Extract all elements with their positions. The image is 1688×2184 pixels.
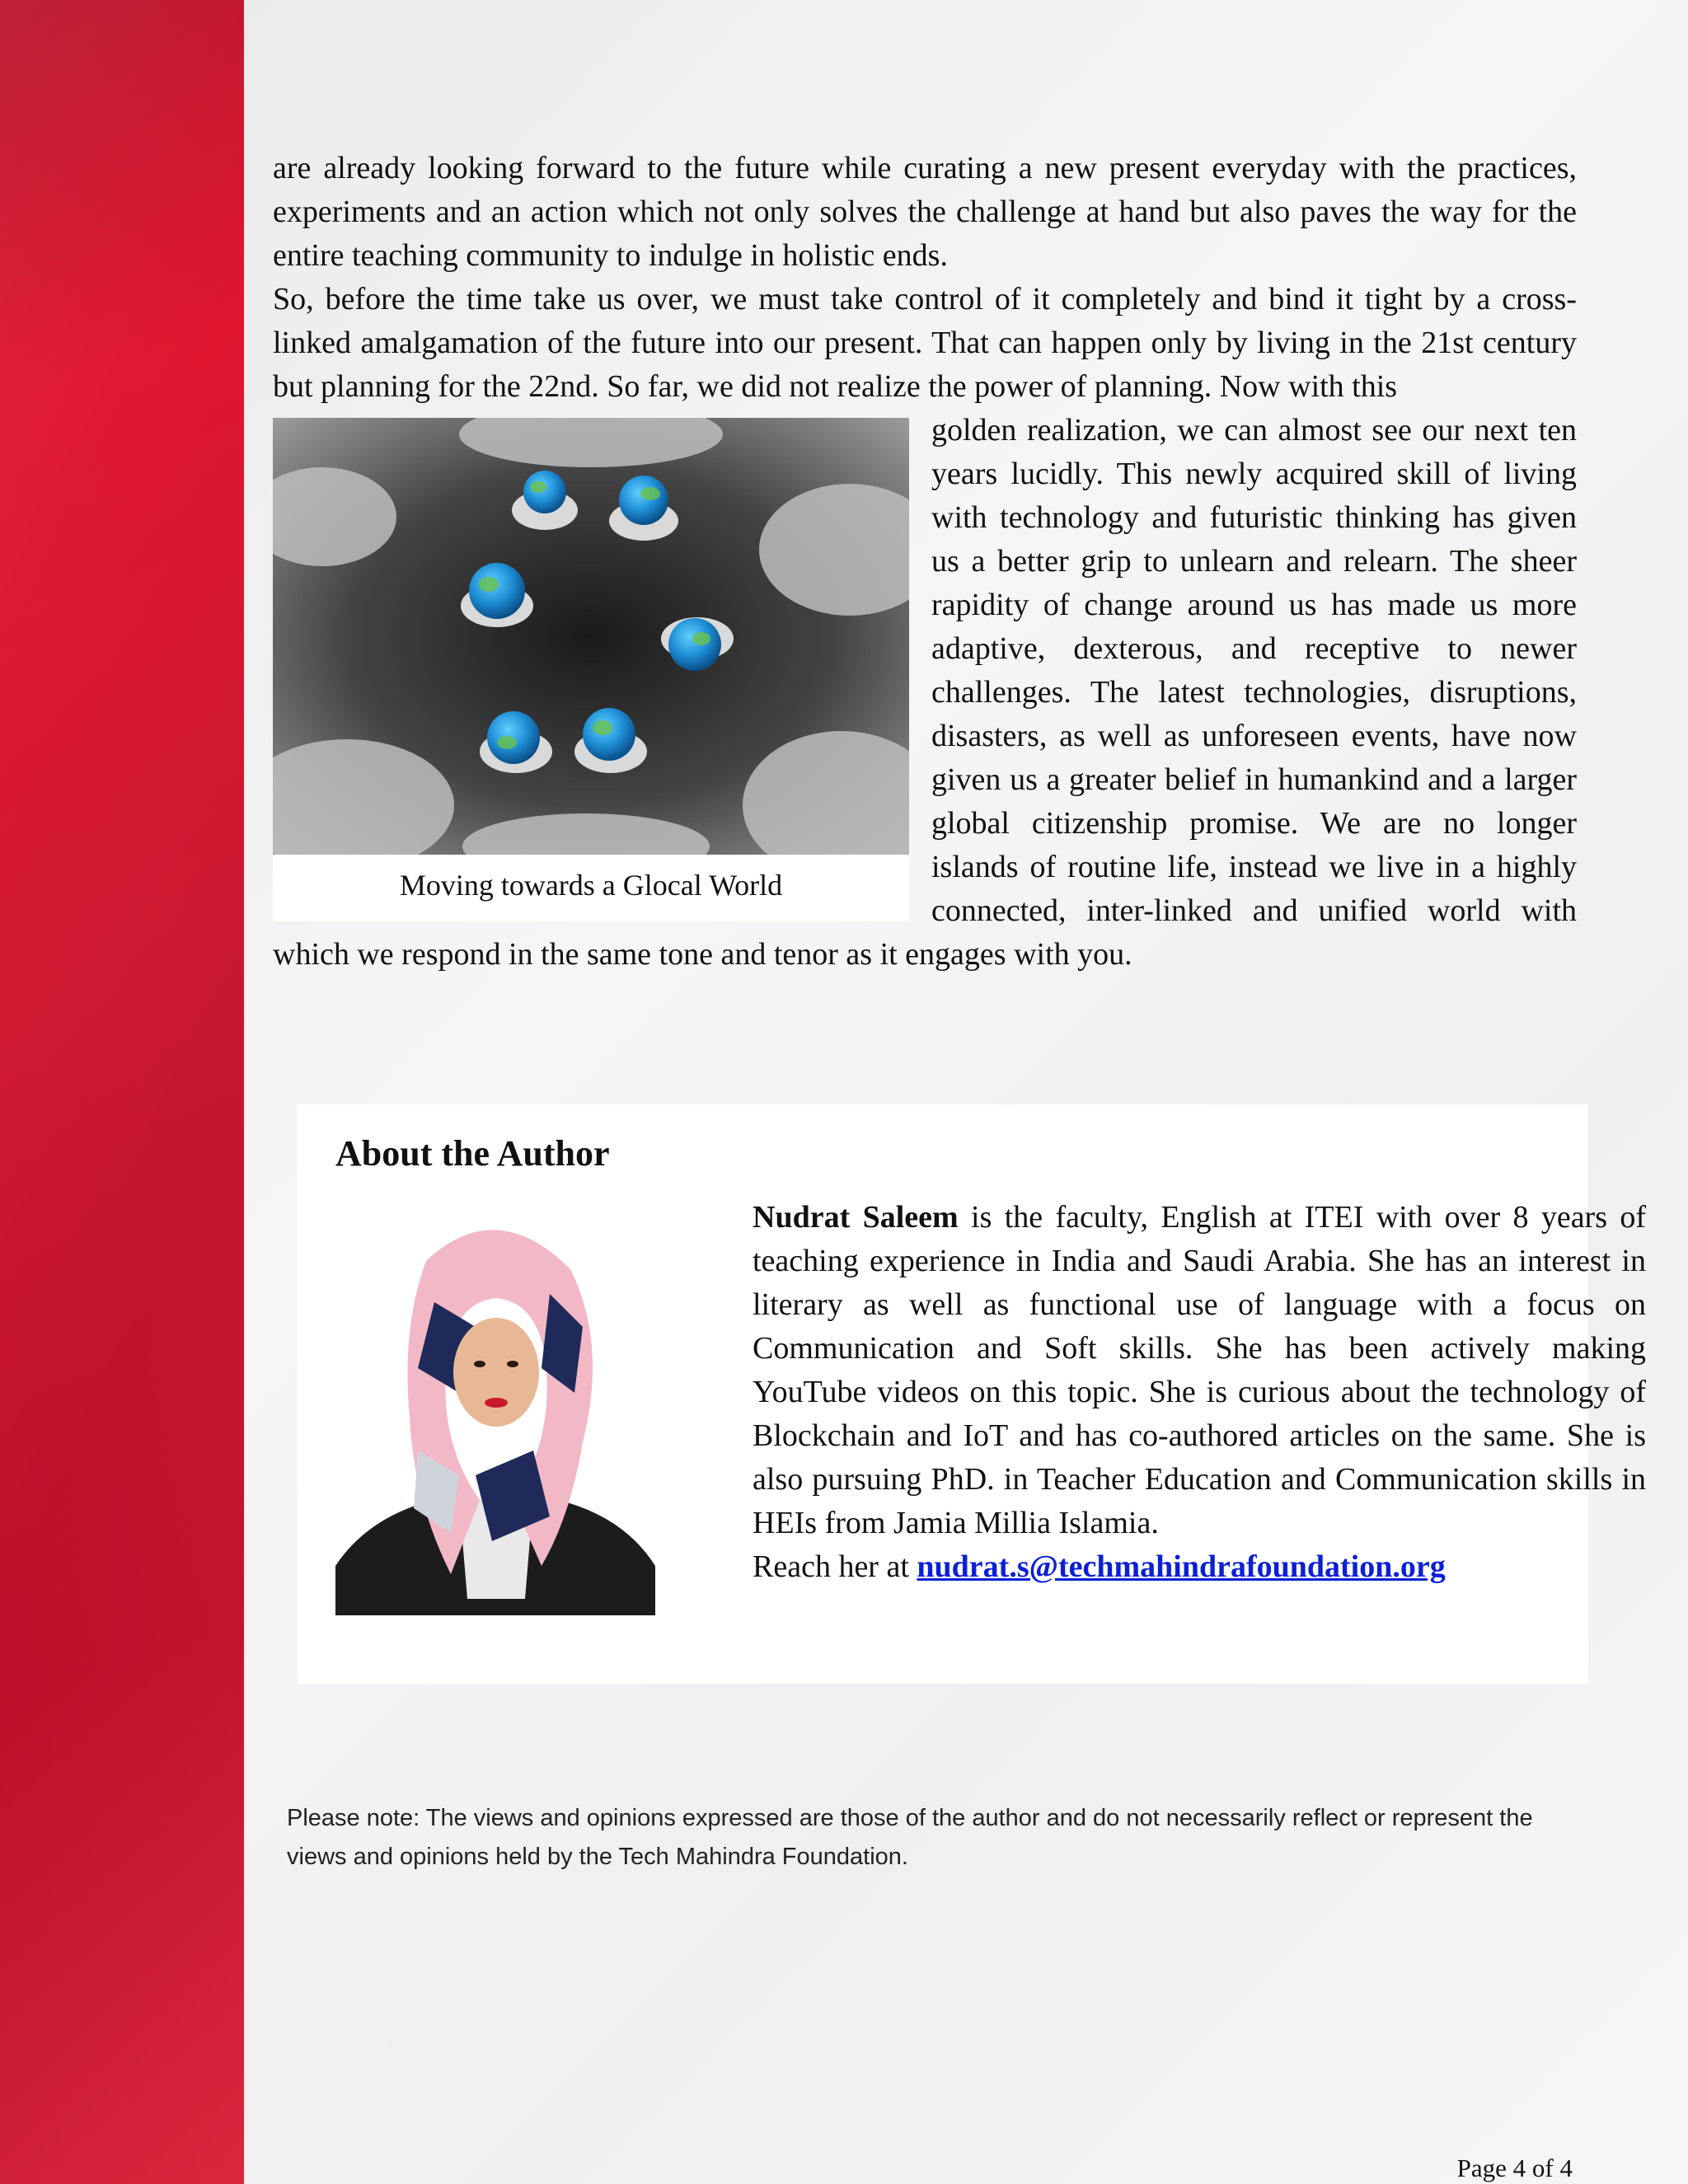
article-figure <box>273 418 909 921</box>
author-name: Nudrat Saleem <box>753 1200 959 1235</box>
article-paragraph-2-continued: golden realization, we can almost see our next ten years lucidly. This newly acquired skill of living with technology and futuristic thinking has given us a better grip to unlearn and relearn. The sheer rapidity of change around us has made us more adaptive, dexterous, and receptive to newer challenges. The latest technologies, disruptions, disasters, as well as unforeseen events, have now given us a greater belief in humankind and a larger global citizenship promise. We are no longer islands of routine life, instead we live in a highly connected, inter-linked and unified world with which we respond in the same tone and tenor as it engages with you. <box>273 413 1577 972</box>
author-bio-text: is the faculty, English at ITEI with over 8 years of teaching experience in India and Saudi Arabia. She has an interest in literary as well as functional use of language with a focus on Communication and Soft skills. She has been actively making YouTube videos on this topic. She is curious about the technology of Blockchain and IoT and has co-authored articles on the same. She is also pursuing PhD. in Teacher Education and Communication skills in HEIs from Jamia Millia Islamia. <box>753 1200 1647 1540</box>
hands-holding-globes-image <box>273 418 909 855</box>
article-paragraph-2-intro: So, before the time take us over, we must take control of it completely and bind it tight by a cross-linked amalgamation of the future into our present. That can happen only by living in the 21st century but planning for the 22nd. So far, we did not realize the power of planning. Now with this <box>273 282 1577 404</box>
page-number: Page 4 of 4 <box>1456 2154 1573 2182</box>
article-text-wrapped <box>273 409 1577 977</box>
red-sidebar-band <box>0 0 244 2184</box>
article-paragraph-1: are already looking forward to the future while curating a new present everyday with the practices, experiments and an action which not only solves the challenge at hand but also paves the way for the entire teaching community to indulge in holistic ends. <box>273 151 1577 273</box>
author-email-link[interactable]: nudrat.s@techmahindrafoundation.org <box>917 1549 1446 1584</box>
about-author-card <box>298 1104 1647 1684</box>
author-photo <box>335 1203 655 1615</box>
article-text-top <box>273 147 1577 409</box>
author-bio <box>753 1196 1646 1589</box>
figure-caption: Moving towards a Glocal World <box>273 855 909 921</box>
author-contact-prefix: Reach her at <box>753 1549 917 1584</box>
about-author-heading: About the Author <box>335 1133 610 1174</box>
disclaimer-note: Please note: The views and opinions expressed are those of the author and do not necessarily reflect or represent the views and opinions held by the Tech Mahindra Foundation. <box>287 1805 1533 1870</box>
